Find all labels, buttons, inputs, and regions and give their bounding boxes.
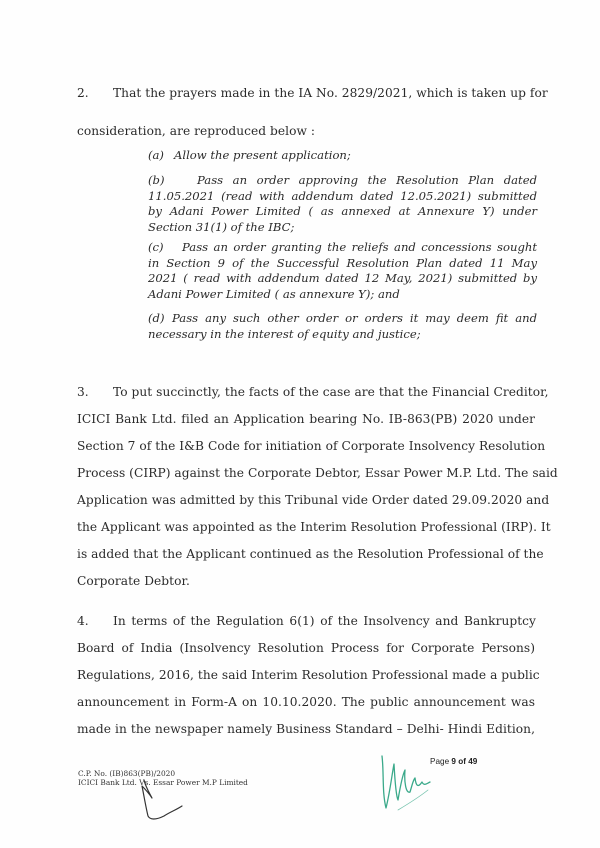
prayer-text: Pass any such other order or orders it may deem fit and [172, 311, 537, 325]
para3-line-8: Corporate Debtor. [77, 574, 190, 588]
para3-line-1: To put succinctly, the facts of the case are that the Financial Creditor, [113, 385, 549, 399]
prayer-text: Allow the present application; [174, 148, 351, 162]
para4-line-3: Regulations, 2016, the said Interim Resolution Professional made a public [77, 668, 540, 682]
para3-line-7: is added that the Applicant continued as the Resolution Professional of the [77, 547, 544, 561]
prayer-label: (c) [148, 240, 164, 254]
prayer-c-line-2: in Section 9 of the Successful Resolution Plan dated 11 May [148, 255, 537, 270]
para2-line-1: That the prayers made in the IA No. 2829/2021, which is taken up for [113, 86, 548, 100]
para3-number: 3. [77, 385, 89, 399]
para4-line-1: In terms of the Regulation 6(1) of the Insolvency and Bankruptcy [113, 614, 536, 628]
signature-initials-icon [138, 778, 188, 828]
para2-line-2: consideration, are reproduced below : [77, 124, 316, 138]
page-prefix: Page [430, 757, 452, 766]
para4-line-2: Board of India (Insolvency Resolution Process for Corporate Persons) [77, 641, 535, 655]
prayer-a [148, 148, 537, 164]
prayer-b-line-1 [148, 173, 537, 189]
page-current: 9 [451, 757, 456, 766]
page-total: 49 [468, 757, 478, 766]
prayer-d-line-1 [148, 311, 537, 327]
prayer-b-line-4: Section 31(1) of the IBC; [148, 219, 295, 234]
prayer-label: (b) [148, 173, 165, 187]
para4-line-4: announcement in Form-A on 10.10.2020. The public announcement was [77, 695, 535, 709]
prayer-c-line-4: Adani Power Limited ( as annexure Y); and [148, 286, 400, 301]
para3-line-2: ICICI Bank Ltd. filed an Application bearing No. IB-863(PB) 2020 under [77, 412, 535, 426]
prayer-label: (d) [148, 311, 165, 325]
prayer-d-line-2: necessary in the interest of equity and justice; [148, 326, 421, 341]
prayer-c-line-1 [148, 240, 537, 256]
para4-line-5: made in the newspaper namely Business Standard – Delhi- Hindi Edition, [77, 722, 535, 736]
prayer-label: (a) [148, 148, 164, 162]
prayer-c-line-3: 2021 ( read with addendum dated 12 May, 2021) submitted by [148, 271, 537, 285]
para3-line-3: Section 7 of the I&B Code for initiation of Corporate Insolvency Resolution [77, 439, 546, 453]
para3-line-5: Application was admitted by this Tribunal vide Order dated 29.09.2020 and [77, 493, 550, 507]
prayer-b-line-3: by Adani Power Limited ( as annexed at Annexure Y) under [148, 204, 537, 218]
para3-line-6: the Applicant was appointed as the Interim Resolution Professional (IRP). It [77, 520, 551, 534]
para3-line-4: Process (CIRP) against the Corporate Debtor, Essar Power M.P. Ltd. The said [77, 466, 558, 480]
prayer-text: Pass an order approving the Resolution Plan dated [197, 173, 537, 187]
para4-number: 4. [77, 614, 89, 628]
signature-green-icon [378, 752, 438, 814]
page-of: of [455, 757, 469, 766]
footer-case-title: ICICI Bank Ltd. Vs. Essar Power M.P Limited [78, 778, 248, 787]
footer-case-number: C.P. No. (IB)863(PB)/2020 [78, 769, 176, 778]
prayer-text: Pass an order granting the reliefs and concessions sought [182, 240, 537, 254]
para2-number: 2. [77, 86, 89, 100]
prayer-b-line-2: 11.05.2021 (read with addendum dated 12.05.2021) submitted [148, 188, 537, 203]
